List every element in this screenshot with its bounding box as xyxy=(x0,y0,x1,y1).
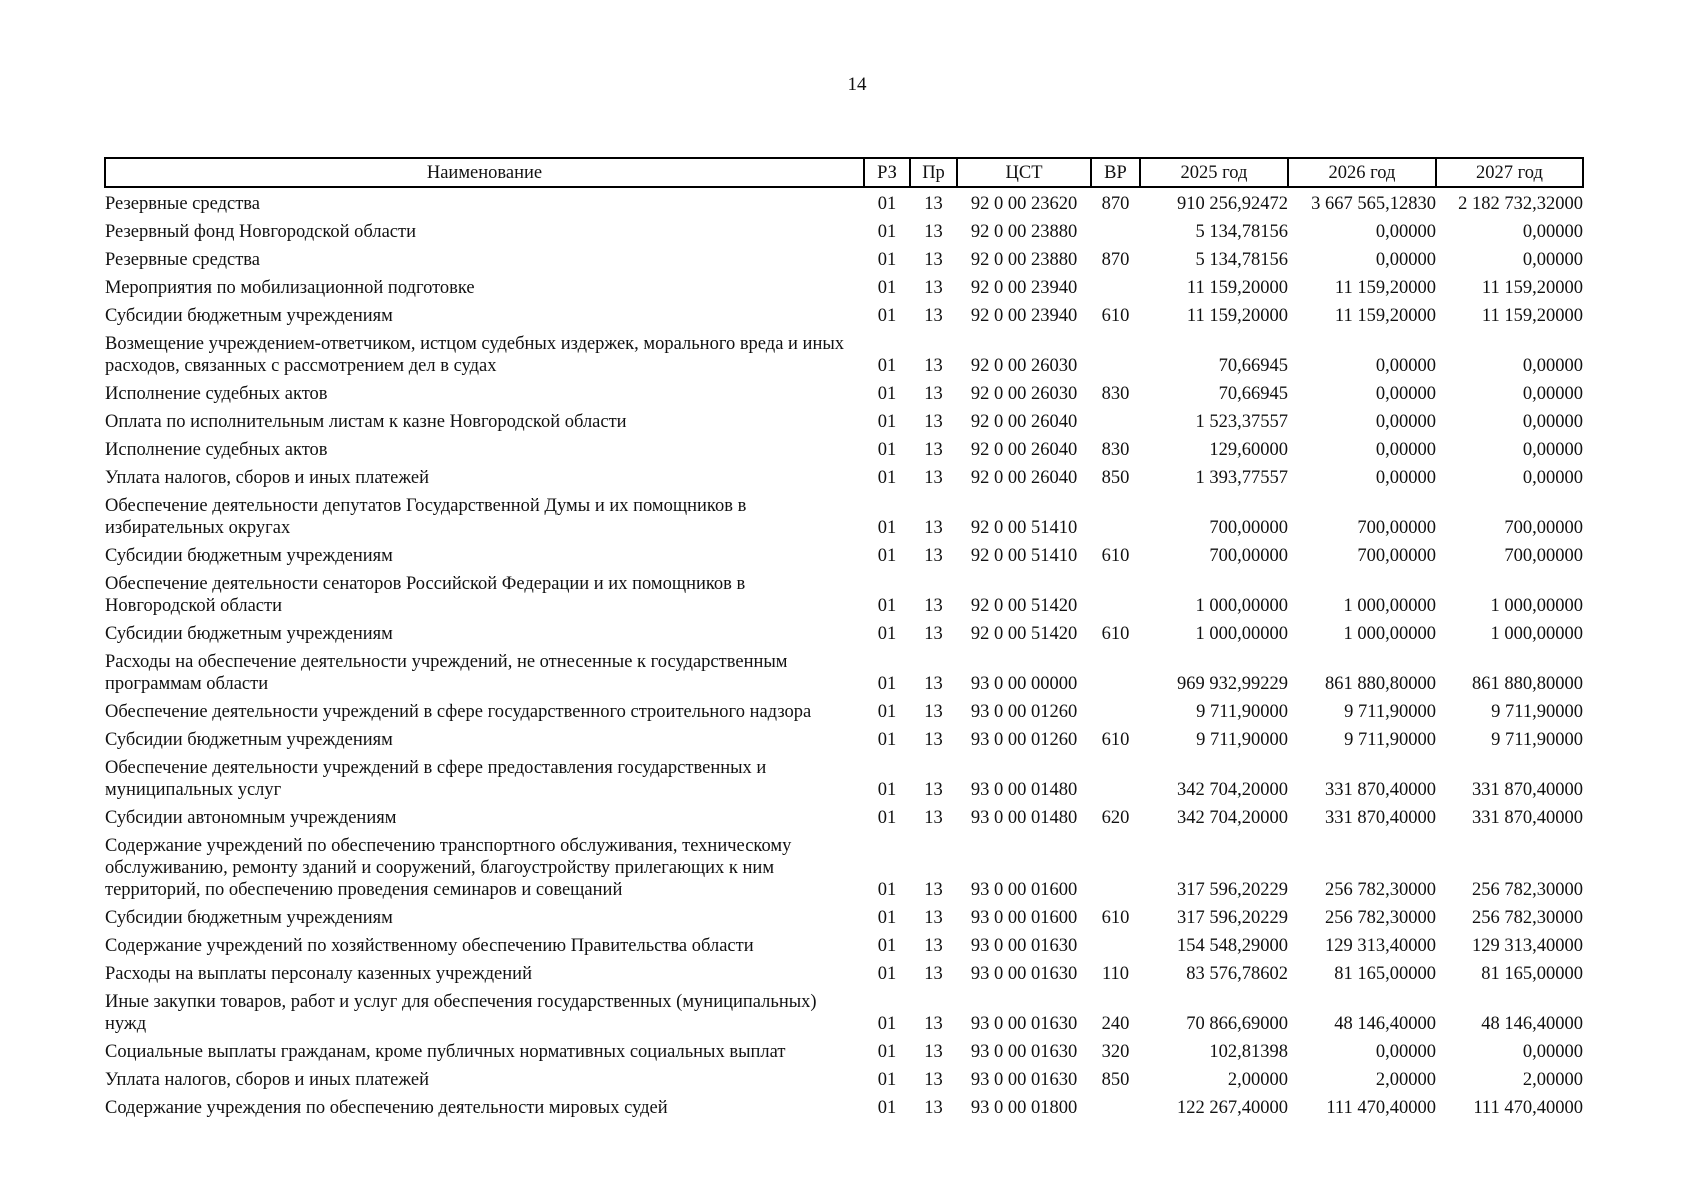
row-pr: 13 xyxy=(924,356,943,376)
row-2026: 111 470,40000 xyxy=(1326,1098,1436,1118)
row-2025: 969 932,99229 xyxy=(1177,674,1288,694)
row-cst: 93 0 00 01480 xyxy=(970,808,1078,828)
row-2027: 0,00000 xyxy=(1522,1042,1583,1062)
row-2027: 0,00000 xyxy=(1522,412,1583,432)
row-rz: 01 xyxy=(877,624,897,644)
table-row xyxy=(105,991,1583,1041)
row-2027: 331 870,40000 xyxy=(1472,808,1583,828)
table-row xyxy=(105,187,1583,221)
row-2026: 1 000,00000 xyxy=(1343,596,1436,616)
row-cst: 92 0 00 51410 xyxy=(970,546,1078,566)
row-2027: 11 159,20000 xyxy=(1481,278,1583,298)
row-pr: 13 xyxy=(924,306,943,326)
row-vr: 870 xyxy=(1101,194,1130,214)
row-2027: 0,00000 xyxy=(1522,468,1583,488)
row-2025: 2,00000 xyxy=(1227,1070,1288,1090)
row-2027: 0,00000 xyxy=(1522,384,1583,404)
row-vr: 870 xyxy=(1101,250,1130,270)
row-2026: 0,00000 xyxy=(1375,222,1436,242)
row-vr: 240 xyxy=(1101,1014,1130,1034)
row-2025: 70 866,69000 xyxy=(1186,1014,1288,1034)
row-pr: 13 xyxy=(924,702,943,722)
table-row xyxy=(105,277,1583,305)
row-2025: 11 159,20000 xyxy=(1186,306,1288,326)
row-2027: 1 000,00000 xyxy=(1490,624,1583,644)
table-row xyxy=(105,1041,1583,1069)
row-pr: 13 xyxy=(924,780,943,800)
row-cst: 93 0 00 01630 xyxy=(970,964,1078,984)
table-row xyxy=(105,545,1583,573)
row-pr: 13 xyxy=(924,1014,943,1034)
row-rz: 01 xyxy=(877,412,897,432)
row-2027: 1 000,00000 xyxy=(1490,596,1583,616)
row-pr: 13 xyxy=(924,964,943,984)
row-2026: 0,00000 xyxy=(1375,1042,1436,1062)
row-name: Содержание учреждений по обеспечению транспортного обслуживания, техническому обслуживанию, ремонту зданий и сооружений, благоустройству прилегающих к ним территорий, по обеспечению проведения семинаров и совещаний xyxy=(105,836,792,900)
table-header xyxy=(105,158,1583,187)
row-rz: 01 xyxy=(877,1098,897,1118)
row-pr: 13 xyxy=(924,412,943,432)
row-2026: 9 711,90000 xyxy=(1344,702,1436,722)
row-cst: 93 0 00 01630 xyxy=(970,936,1078,956)
row-2027: 11 159,20000 xyxy=(1481,306,1583,326)
row-rz: 01 xyxy=(877,384,897,404)
row-name: Субсидии бюджетным учреждениям xyxy=(105,306,393,326)
table-row xyxy=(105,623,1583,651)
row-pr: 13 xyxy=(924,1098,943,1118)
row-cst: 93 0 00 01630 xyxy=(970,1014,1078,1034)
row-rz: 01 xyxy=(877,468,897,488)
row-name: Содержание учреждения по обеспечению деятельности мировых судей xyxy=(105,1098,668,1118)
row-2027: 9 711,90000 xyxy=(1491,730,1583,750)
row-vr xyxy=(1091,277,1140,305)
row-vr: 830 xyxy=(1101,440,1130,460)
table-row xyxy=(105,1097,1583,1125)
row-2027: 48 146,40000 xyxy=(1481,1014,1583,1034)
row-2025: 70,66945 xyxy=(1218,384,1288,404)
budget-table xyxy=(104,157,1584,1125)
row-rz: 01 xyxy=(877,440,897,460)
table-row xyxy=(105,935,1583,963)
row-vr xyxy=(1091,573,1140,623)
row-2026: 0,00000 xyxy=(1375,384,1436,404)
row-2025: 122 267,40000 xyxy=(1177,1098,1288,1118)
row-rz: 01 xyxy=(877,1070,897,1090)
row-name: Расходы на обеспечение деятельности учреждений, не отнесенные к государственным программам области xyxy=(105,652,788,694)
row-cst: 92 0 00 51410 xyxy=(970,518,1078,538)
row-rz: 01 xyxy=(877,518,897,538)
row-2025: 700,00000 xyxy=(1209,518,1288,538)
row-2026: 48 146,40000 xyxy=(1334,1014,1436,1034)
row-cst: 92 0 00 23940 xyxy=(970,278,1078,298)
row-rz: 01 xyxy=(877,908,897,928)
row-vr xyxy=(1091,935,1140,963)
row-vr xyxy=(1091,757,1140,807)
table-row xyxy=(105,439,1583,467)
row-2025: 317 596,20229 xyxy=(1177,880,1288,900)
row-pr: 13 xyxy=(924,222,943,242)
row-rz: 01 xyxy=(877,546,897,566)
row-vr xyxy=(1091,221,1140,249)
header-2027: 2027 год xyxy=(1436,158,1583,187)
row-cst: 93 0 00 01800 xyxy=(970,1098,1078,1118)
row-name: Содержание учреждений по хозяйственному обеспечению Правительства области xyxy=(105,936,754,956)
row-vr: 610 xyxy=(1101,730,1130,750)
row-2027: 700,00000 xyxy=(1504,518,1583,538)
row-vr: 320 xyxy=(1101,1042,1130,1062)
table-row xyxy=(105,963,1583,991)
row-2026: 9 711,90000 xyxy=(1344,730,1436,750)
table-row xyxy=(105,495,1583,545)
header-row xyxy=(105,158,1583,187)
row-2026: 81 165,00000 xyxy=(1334,964,1436,984)
row-2026: 861 880,80000 xyxy=(1325,674,1436,694)
row-pr: 13 xyxy=(924,1042,943,1062)
row-rz: 01 xyxy=(877,936,897,956)
row-rz: 01 xyxy=(877,1014,897,1034)
row-pr: 13 xyxy=(924,880,943,900)
row-pr: 13 xyxy=(924,624,943,644)
row-rz: 01 xyxy=(877,306,897,326)
row-cst: 93 0 00 01260 xyxy=(970,730,1078,750)
table-row xyxy=(105,411,1583,439)
row-vr: 610 xyxy=(1101,908,1130,928)
row-cst: 92 0 00 26030 xyxy=(970,384,1078,404)
row-cst: 92 0 00 26040 xyxy=(970,412,1078,432)
table-row xyxy=(105,305,1583,333)
row-2025: 910 256,92472 xyxy=(1177,194,1288,214)
row-vr: 610 xyxy=(1101,624,1130,644)
row-rz: 01 xyxy=(877,356,897,376)
row-2025: 342 704,20000 xyxy=(1177,808,1288,828)
row-vr: 830 xyxy=(1101,384,1130,404)
row-rz: 01 xyxy=(877,222,897,242)
row-2027: 331 870,40000 xyxy=(1472,780,1583,800)
row-pr: 13 xyxy=(924,194,943,214)
row-vr: 610 xyxy=(1101,306,1130,326)
table-row xyxy=(105,221,1583,249)
row-2027: 0,00000 xyxy=(1522,250,1583,270)
row-rz: 01 xyxy=(877,880,897,900)
row-vr: 610 xyxy=(1101,546,1130,566)
row-2026: 129 313,40000 xyxy=(1325,936,1436,956)
row-2025: 9 711,90000 xyxy=(1196,702,1288,722)
row-2026: 0,00000 xyxy=(1375,412,1436,432)
row-cst: 93 0 00 01630 xyxy=(970,1070,1078,1090)
table-row xyxy=(105,807,1583,835)
row-2027: 111 470,40000 xyxy=(1473,1098,1583,1118)
row-2026: 2,00000 xyxy=(1375,1070,1436,1090)
table-row xyxy=(105,573,1583,623)
row-vr xyxy=(1091,495,1140,545)
row-name: Мероприятия по мобилизационной подготовке xyxy=(105,278,475,298)
row-2026: 0,00000 xyxy=(1375,356,1436,376)
page-number: 14 xyxy=(847,74,867,95)
row-2026: 1 000,00000 xyxy=(1343,624,1436,644)
table-row xyxy=(105,907,1583,935)
row-vr: 850 xyxy=(1101,1070,1130,1090)
row-2027: 9 711,90000 xyxy=(1491,702,1583,722)
row-name: Обеспечение деятельности депутатов Государственной Думы и их помощников в избирательных округах xyxy=(105,496,747,538)
row-name: Резервные средства xyxy=(105,250,260,270)
row-rz: 01 xyxy=(877,808,897,828)
row-2025: 70,66945 xyxy=(1218,356,1288,376)
row-name: Резервный фонд Новгородской области xyxy=(105,222,416,242)
header-2026: 2026 год xyxy=(1288,158,1436,187)
row-name: Обеспечение деятельности учреждений в сфере государственного строительного надзора xyxy=(105,702,812,722)
row-2026: 256 782,30000 xyxy=(1325,880,1436,900)
row-2025: 102,81398 xyxy=(1209,1042,1288,1062)
header-rz: РЗ xyxy=(864,158,910,187)
row-2026: 3 667 565,12830 xyxy=(1311,194,1436,214)
row-pr: 13 xyxy=(924,730,943,750)
row-2025: 5 134,78156 xyxy=(1195,222,1288,242)
row-name: Резервные средства xyxy=(105,194,260,214)
row-vr xyxy=(1091,411,1140,439)
table-row xyxy=(105,1069,1583,1097)
table-body xyxy=(105,187,1583,1125)
row-name: Обеспечение деятельности учреждений в сфере предоставления государственных и муниципальных услуг xyxy=(105,758,767,800)
row-cst: 92 0 00 26040 xyxy=(970,468,1078,488)
row-2026: 256 782,30000 xyxy=(1325,908,1436,928)
row-name: Оплата по исполнительным листам к казне Новгородской области xyxy=(105,412,627,432)
table-row xyxy=(105,701,1583,729)
row-cst: 92 0 00 23880 xyxy=(970,222,1078,242)
header-name: Наименование xyxy=(105,158,864,187)
row-cst: 93 0 00 00000 xyxy=(970,674,1078,694)
row-2027: 81 165,00000 xyxy=(1481,964,1583,984)
row-vr: 110 xyxy=(1101,964,1130,984)
row-pr: 13 xyxy=(924,546,943,566)
row-rz: 01 xyxy=(877,780,897,800)
table-row xyxy=(105,383,1583,411)
row-2027: 0,00000 xyxy=(1522,440,1583,460)
header-pr: Пр xyxy=(910,158,957,187)
row-2026: 700,00000 xyxy=(1357,546,1436,566)
row-vr: 620 xyxy=(1101,808,1130,828)
row-name: Субсидии бюджетным учреждениям xyxy=(105,546,393,566)
row-pr: 13 xyxy=(924,518,943,538)
row-cst: 92 0 00 26030 xyxy=(970,356,1078,376)
row-pr: 13 xyxy=(924,1070,943,1090)
row-name: Уплата налогов, сборов и иных платежей xyxy=(105,1070,430,1090)
row-2027: 0,00000 xyxy=(1522,356,1583,376)
row-rz: 01 xyxy=(877,964,897,984)
header-2025: 2025 год xyxy=(1140,158,1288,187)
row-2026: 0,00000 xyxy=(1375,250,1436,270)
row-cst: 93 0 00 01480 xyxy=(970,780,1078,800)
row-name: Обеспечение деятельности сенаторов Российской Федерации и их помощников в Новгородской области xyxy=(105,574,746,616)
row-cst: 92 0 00 51420 xyxy=(970,624,1078,644)
row-cst: 93 0 00 01600 xyxy=(970,908,1078,928)
row-2025: 317 596,20229 xyxy=(1177,908,1288,928)
row-2025: 11 159,20000 xyxy=(1186,278,1288,298)
row-rz: 01 xyxy=(877,674,897,694)
table-row xyxy=(105,757,1583,807)
row-vr xyxy=(1091,1097,1140,1125)
row-vr: 850 xyxy=(1101,468,1130,488)
row-cst: 93 0 00 01630 xyxy=(970,1042,1078,1062)
row-pr: 13 xyxy=(924,936,943,956)
row-name: Возмещение учреждением-ответчиком, истцом судебных издержек, морального вреда и иных расходов, связанных с рассмотрением дел в судах xyxy=(105,334,845,376)
row-rz: 01 xyxy=(877,702,897,722)
row-2025: 342 704,20000 xyxy=(1177,780,1288,800)
header-cst: ЦСТ xyxy=(957,158,1091,187)
row-vr xyxy=(1091,701,1140,729)
row-name: Субсидии бюджетным учреждениям xyxy=(105,624,393,644)
row-vr xyxy=(1091,333,1140,383)
row-rz: 01 xyxy=(877,596,897,616)
row-2027: 256 782,30000 xyxy=(1472,908,1583,928)
table-row xyxy=(105,249,1583,277)
row-2026: 11 159,20000 xyxy=(1334,278,1436,298)
row-pr: 13 xyxy=(924,908,943,928)
row-2027: 700,00000 xyxy=(1504,546,1583,566)
row-2025: 1 393,77557 xyxy=(1195,468,1288,488)
row-pr: 13 xyxy=(924,596,943,616)
header-vr: ВР xyxy=(1091,158,1140,187)
row-2026: 0,00000 xyxy=(1375,440,1436,460)
row-2025: 83 576,78602 xyxy=(1186,964,1288,984)
row-cst: 92 0 00 26040 xyxy=(970,440,1078,460)
table-row xyxy=(105,651,1583,701)
row-2027: 2,00000 xyxy=(1522,1070,1583,1090)
row-2025: 129,60000 xyxy=(1209,440,1288,460)
row-2027: 129 313,40000 xyxy=(1472,936,1583,956)
row-cst: 93 0 00 01600 xyxy=(970,880,1078,900)
row-name: Субсидии бюджетным учреждениям xyxy=(105,908,393,928)
row-name: Исполнение судебных актов xyxy=(105,384,328,404)
row-cst: 92 0 00 23940 xyxy=(970,306,1078,326)
row-2026: 0,00000 xyxy=(1375,468,1436,488)
row-cst: 92 0 00 23620 xyxy=(970,194,1078,214)
row-rz: 01 xyxy=(877,730,897,750)
table-row xyxy=(105,333,1583,383)
row-pr: 13 xyxy=(924,250,943,270)
row-rz: 01 xyxy=(877,194,897,214)
row-2027: 861 880,80000 xyxy=(1472,674,1583,694)
row-2025: 5 134,78156 xyxy=(1195,250,1288,270)
row-name: Социальные выплаты гражданам, кроме публичных нормативных социальных выплат xyxy=(105,1042,786,1062)
row-2025: 9 711,90000 xyxy=(1196,730,1288,750)
row-2027: 2 182 732,32000 xyxy=(1458,194,1583,214)
row-rz: 01 xyxy=(877,278,897,298)
row-name: Расходы на выплаты персоналу казенных учреждений xyxy=(105,964,532,984)
row-name: Уплата налогов, сборов и иных платежей xyxy=(105,468,430,488)
row-name: Исполнение судебных актов xyxy=(105,440,328,460)
row-2025: 1 000,00000 xyxy=(1195,624,1288,644)
row-name: Субсидии автономным учреждениям xyxy=(105,808,397,828)
row-vr xyxy=(1091,651,1140,701)
row-pr: 13 xyxy=(924,440,943,460)
row-2025: 1 523,37557 xyxy=(1195,412,1288,432)
row-2026: 700,00000 xyxy=(1357,518,1436,538)
row-2026: 331 870,40000 xyxy=(1325,808,1436,828)
row-cst: 92 0 00 51420 xyxy=(970,596,1078,616)
row-2025: 700,00000 xyxy=(1209,546,1288,566)
row-2025: 1 000,00000 xyxy=(1195,596,1288,616)
row-pr: 13 xyxy=(924,278,943,298)
row-pr: 13 xyxy=(924,384,943,404)
row-rz: 01 xyxy=(877,1042,897,1062)
row-2026: 331 870,40000 xyxy=(1325,780,1436,800)
row-2027: 256 782,30000 xyxy=(1472,880,1583,900)
row-pr: 13 xyxy=(924,674,943,694)
table-row xyxy=(105,467,1583,495)
row-name: Субсидии бюджетным учреждениям xyxy=(105,730,393,750)
row-pr: 13 xyxy=(924,468,943,488)
table-row xyxy=(105,835,1583,907)
row-rz: 01 xyxy=(877,250,897,270)
row-cst: 93 0 00 01260 xyxy=(970,702,1078,722)
row-cst: 92 0 00 23880 xyxy=(970,250,1078,270)
row-2025: 154 548,29000 xyxy=(1177,936,1288,956)
row-2027: 0,00000 xyxy=(1522,222,1583,242)
row-name: Иные закупки товаров, работ и услуг для обеспечения государственных (муниципальных) нужд xyxy=(105,992,817,1034)
row-pr: 13 xyxy=(924,808,943,828)
table-row xyxy=(105,729,1583,757)
row-vr xyxy=(1091,835,1140,907)
row-2026: 11 159,20000 xyxy=(1334,306,1436,326)
